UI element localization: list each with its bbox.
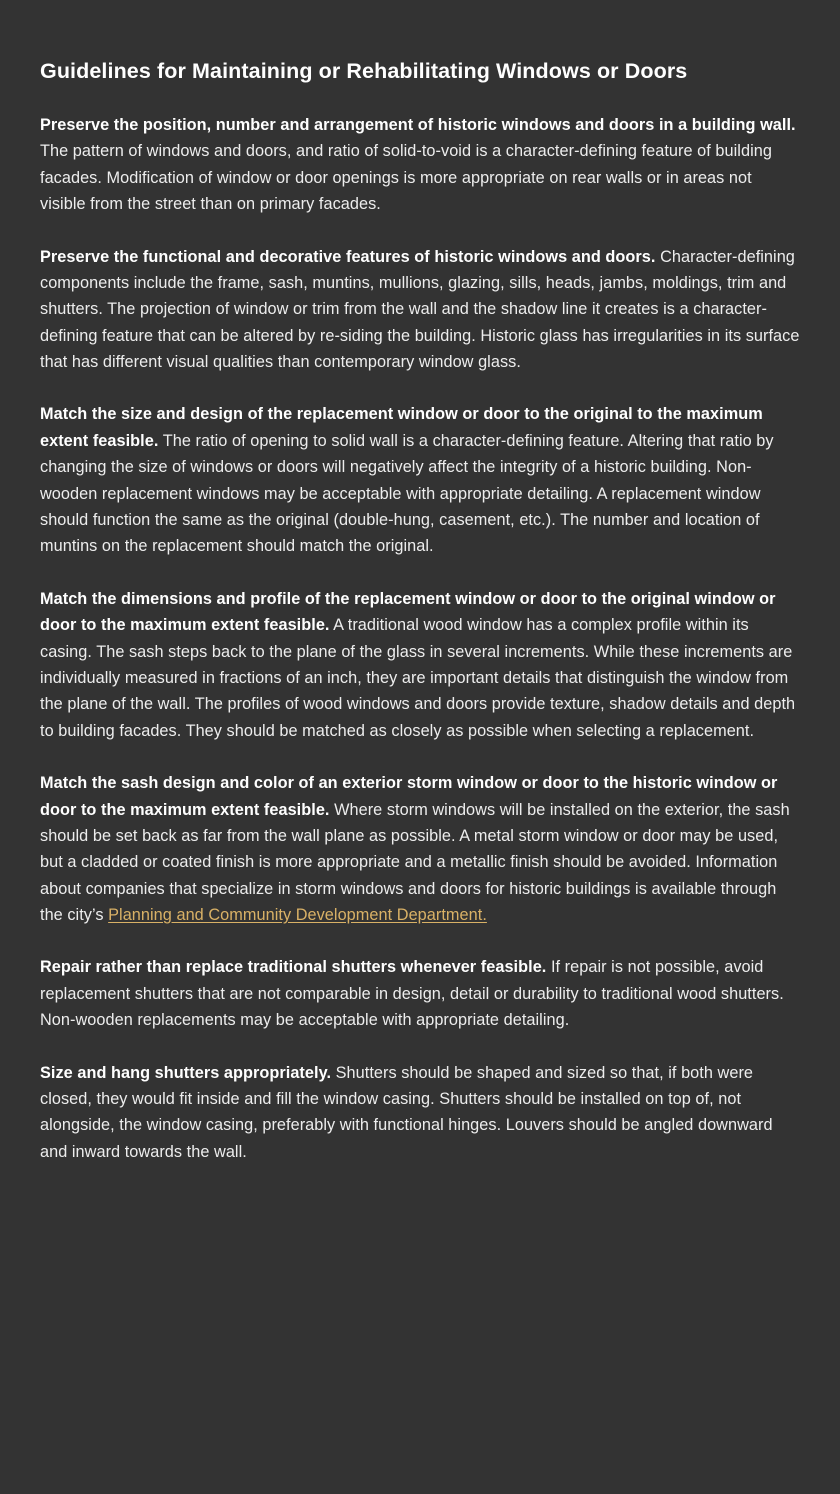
guideline-body-6: If repair is not possible, avoid replacement shutters that are not comparable in design, detail or durability to traditional wood shutters. Non-wooden replacements may be acceptable with appropriate detailing. [40,958,784,1030]
planning-department-link[interactable]: Planning and Community Development Department. [108,906,487,925]
guideline-body-3: The ratio of opening to solid wall is a character-defining feature. Altering that ratio by changing the size of windows or doors will negatively affect the integrity of a historic building. Non-wooden replacement windows may be acceptable with appropriate detailing. A replacement window should function the same as the original (double-hung, casement, etc.). The number and location of muntins on the replacement should match the original. [40,431,774,556]
guideline-lead-2: Preserve the functional and decorative features of historic windows and doors. [40,247,656,266]
guideline-lead-5: Match the sash design and color of an exterior storm window or door to the historic window or door to the maximum extent feasible. [40,774,778,819]
guideline-body-5: Where storm windows will be installed on the exterior, the sash should be set back as far from the wall plane as possible. A metal storm window or door may be used, but a cladded or coated finish is more appropriate and a metallic finish should be avoided. Information about companies that specialize in storm windows and doors for historic buildings is available through the city’s [40,800,790,925]
guideline-lead-6: Repair rather than replace traditional shutters whenever feasible. [40,958,547,977]
guideline-paragraph-1 [40,112,800,218]
guideline-body-2: Character-defining components include the frame, sash, muntins, mullions, glazing, sills, heads, jambs, moldings, trim and shutters. The projection of window or trim from the wall and the shadow line it creates is a character-defining feature that can be altered by re-siding the building. Historic glass has irregularities in its surface that has different visual qualities than contemporary window glass. [40,247,800,372]
guideline-lead-1: Preserve the position, number and arrangement of historic windows and doors in a building wall. [40,115,796,134]
guideline-paragraph-7 [40,1060,800,1166]
page-title: Guidelines for Maintaining or Rehabilitating Windows or Doors [40,59,688,83]
guideline-lead-3: Match the size and design of the replacement window or door to the original to the maximum extent feasible. [40,405,763,450]
guideline-paragraph-4 [40,586,800,744]
guideline-body-1: The pattern of windows and doors, and ratio of solid-to-void is a character-defining feature of building facades. Modification of window or door openings is more appropriate on rear walls or in areas not visible from the street than on primary facades. [40,142,772,214]
guideline-lead-7: Size and hang shutters appropriately. [40,1063,332,1082]
guideline-paragraph-3 [40,401,800,559]
guideline-paragraph-5 [40,770,800,928]
guideline-body-7: Shutters should be shaped and sized so that, if both were closed, they would fit inside and fill the window casing. Shutters should be installed on top of, not alongside, the window casing, preferably with functional hinges. Louvers should be angled downward and inward towards the wall. [40,1063,773,1161]
guideline-lead-4: Match the dimensions and profile of the replacement window or door to the original window or door to the maximum extent feasible. [40,589,776,635]
guideline-body-4: A traditional wood window has a complex profile within its casing. The sash steps back to the plane of the glass in several increments. While these increments are individually measured in fractions of an inch, they are important details that distinguish the window from the plane of the wall. The profiles of wood windows and doors provide texture, shadow details and depth to building facades. They should be matched as closely as possible when selecting a replacement. [40,616,796,740]
guideline-paragraph-6 [40,954,800,1033]
guideline-paragraph-2 [40,244,800,376]
